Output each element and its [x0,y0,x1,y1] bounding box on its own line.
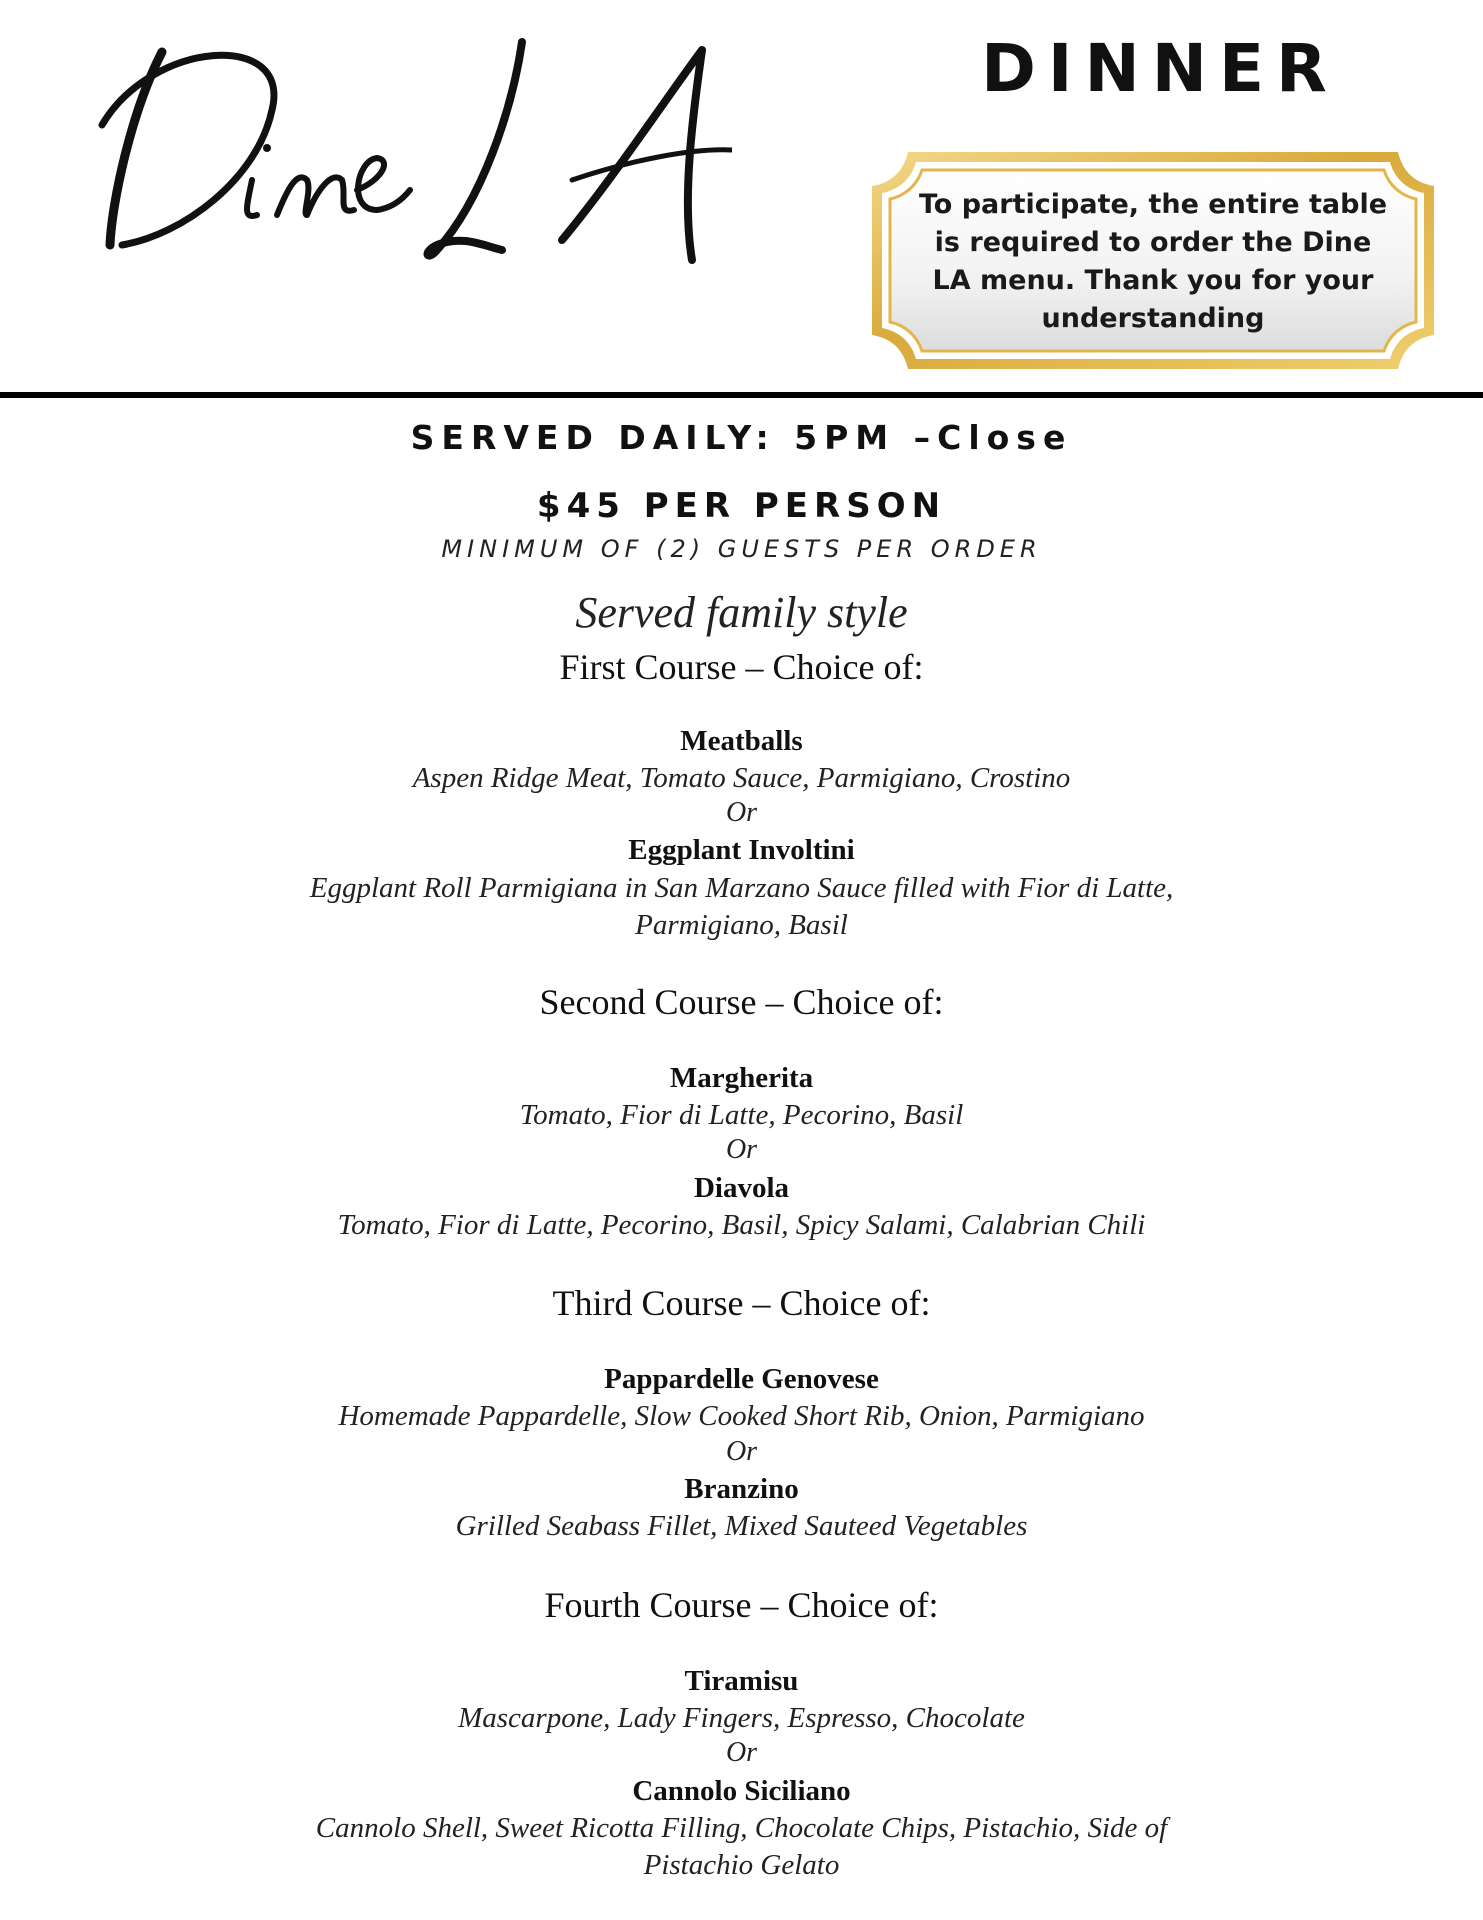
dish-name: Tiramisu [684,1665,799,1697]
dish-name: Margherita [669,1062,814,1094]
dish-description: Tomato, Fior di Latte, Pecorino, Basil [519,1099,964,1131]
course-title: Fourth Course – Choice of: [544,1585,939,1625]
dish-description: Homemade Pappardelle, Slow Cooked Short Rib, Onion, Parmigiano [338,1400,1145,1432]
or-separator: Or [725,797,758,828]
price-per-person: $45 PER PERSON [536,486,947,526]
dish-description: Eggplant Roll Parmigiana in San Marzano Sauce filled with Fior di Latte, Parmigiano, Basil [309,872,1174,941]
dish-name: Eggplant Involtini [628,834,855,866]
dish-description: Grilled Seabass Fillet, Mixed Sauteed Vegetables [455,1510,1028,1542]
served-family-style: Served family style [575,588,908,637]
dish-description: Tomato, Fior di Latte, Pecorino, Basil, Spicy Salami, Calabrian Chili [337,1209,1146,1241]
dish-name: Pappardelle Genovese [604,1363,879,1395]
minimum-guests: MINIMUM OF (2) GUESTS PER ORDER [441,535,1042,563]
dish-description: Mascarpone, Lady Fingers, Espresso, Chocolate [458,1702,1025,1734]
dish-name: Branzino [684,1473,799,1505]
dish-description: Aspen Ridge Meat, Tomato Sauce, Parmigiano, Crostino [412,762,1071,794]
dish-name: Diavola [693,1172,790,1204]
dish-description: Cannolo Shell, Sweet Ricotta Filling, Chocolate Chips, Pistachio, Side of Pistachio Gelato [315,1812,1168,1881]
participation-notice [868,148,1438,373]
or-separator: Or [725,1134,758,1165]
header-divider [0,392,1483,398]
or-separator: Or [725,1436,758,1467]
served-hours: SERVED DAILY: 5PM –Close [410,418,1073,457]
dish-name: Meatballs [680,725,803,757]
course-title: Third Course – Choice of: [552,1283,931,1323]
dinner-title: DINNER [981,30,1339,107]
course-title: First Course – Choice of: [559,647,924,687]
dine-la-logo [92,30,732,300]
notice-text: To participate, the entire table is required to order the Dine LA menu. Thank you for your understanding [918,189,1388,334]
or-separator: Or [725,1737,758,1768]
dish-name: Cannolo Siciliano [632,1775,851,1807]
course-title: Second Course – Choice of: [539,982,944,1022]
